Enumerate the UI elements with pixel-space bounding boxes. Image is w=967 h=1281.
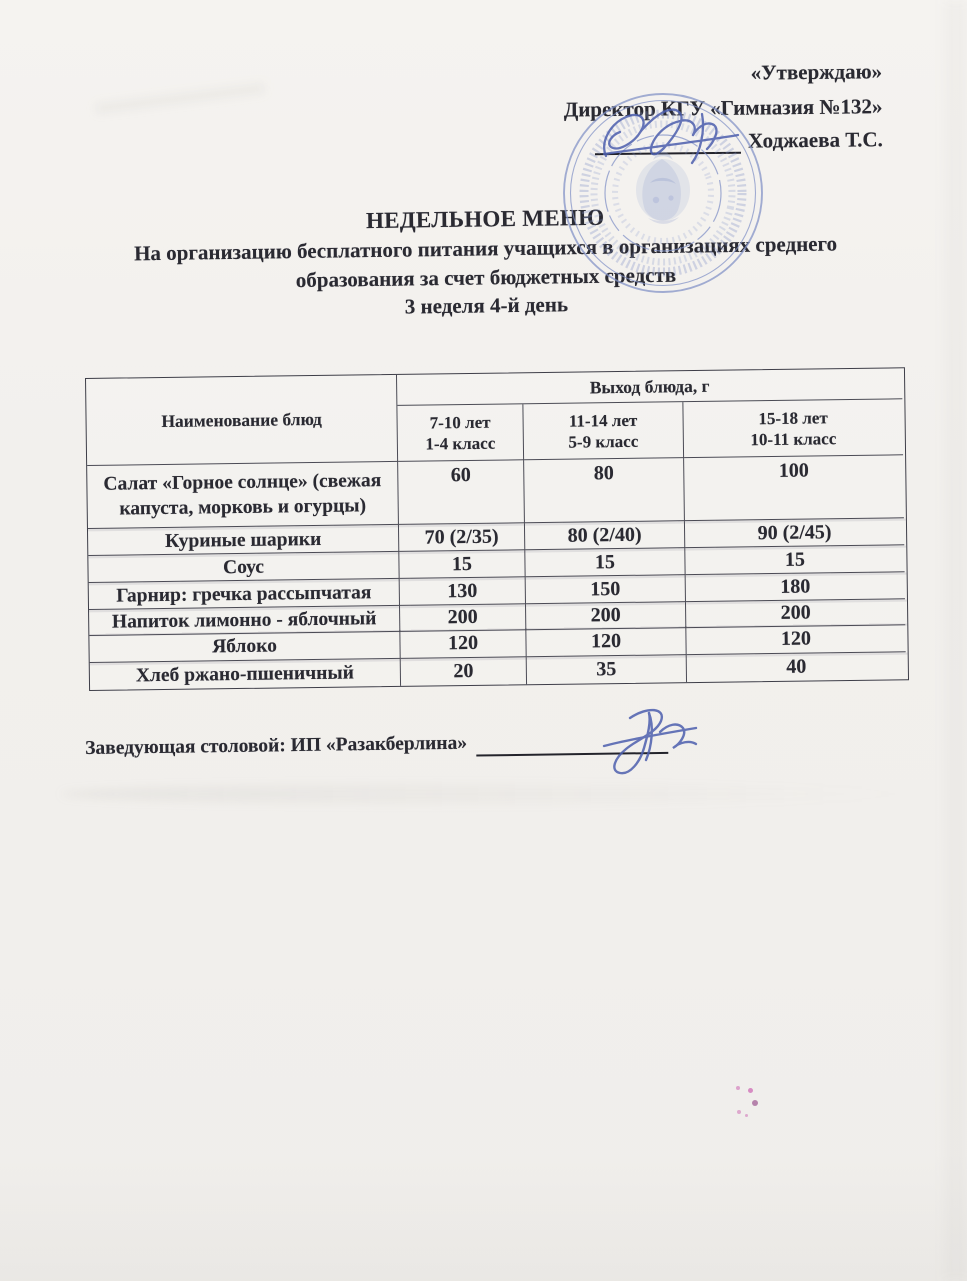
dish-name: Салат «Горное солнце» (свежая капуста, морковь и огурцы) bbox=[87, 462, 399, 529]
menu-table-header bbox=[86, 368, 905, 466]
director-name: Ходжаева Т.С. bbox=[747, 127, 883, 153]
age-range: 7-10 лет bbox=[429, 412, 491, 432]
table-row bbox=[87, 455, 906, 529]
dish-name: Соус bbox=[88, 552, 399, 583]
canteen-manager-label: Заведующая столовой: ИП «Разакберлина» bbox=[85, 732, 468, 759]
portion-value: 130 bbox=[400, 577, 526, 606]
document-title: НЕДЕЛЬНОЕ МЕНЮ bbox=[365, 204, 605, 234]
dish-name: Хлеб ржано-пшеничный bbox=[90, 659, 401, 690]
grade-range: 10-11 класс bbox=[750, 428, 837, 449]
portion-value: 150 bbox=[526, 575, 686, 604]
age-range: 11-14 лет bbox=[568, 410, 638, 431]
portion-value: 15 bbox=[399, 550, 525, 579]
week-day-line: 3 неделя 4-й день bbox=[404, 292, 569, 319]
approval-word: «Утверждаю» bbox=[750, 59, 883, 85]
portion-value: 100 bbox=[684, 455, 904, 521]
grade-range: 5-9 класс bbox=[568, 431, 639, 452]
portion-value: 120 bbox=[400, 628, 526, 659]
portion-value: 200 bbox=[526, 602, 686, 630]
pink-ink-speck bbox=[748, 1088, 753, 1093]
portion-value: 40 bbox=[786, 655, 807, 678]
pink-ink-speck bbox=[745, 1114, 748, 1117]
column-header-age-1 bbox=[397, 404, 524, 462]
paper-crease bbox=[95, 84, 265, 114]
director-signature-scribble bbox=[586, 96, 756, 176]
portion-value: 35 bbox=[527, 655, 687, 684]
portion-value: 200 bbox=[400, 604, 526, 632]
dish-name: Гарнир: гречка рассыпчатая bbox=[89, 579, 400, 610]
menu-table bbox=[85, 367, 909, 691]
grade-range: 1-4 класс bbox=[425, 433, 496, 454]
portion-value: 60 bbox=[398, 460, 525, 525]
director-line: Директор КГУ «Гимназия №132» bbox=[563, 94, 883, 122]
pink-ink-speck bbox=[752, 1100, 758, 1106]
pink-ink-speck bbox=[737, 1110, 741, 1114]
manager-signature-scribble bbox=[568, 698, 728, 783]
portion-value: 80 (2/40) bbox=[525, 521, 685, 550]
column-header-age-3 bbox=[683, 399, 903, 458]
dish-name: Напиток лимонно - яблочный bbox=[89, 606, 400, 636]
paper-shading bbox=[60, 784, 920, 804]
portion-value: 180 bbox=[686, 572, 905, 602]
portion-value: 20 bbox=[401, 657, 527, 686]
menu-table-body bbox=[87, 455, 908, 690]
dish-name: Куриные шарики bbox=[88, 525, 399, 556]
age-range: 15-18 лет bbox=[758, 407, 828, 428]
column-header-age-2 bbox=[523, 402, 684, 460]
portion-value: 70 (2/35) bbox=[399, 523, 525, 552]
dish-name: Яблоко bbox=[89, 630, 400, 663]
portion-value: 90 (2/45) bbox=[685, 518, 904, 548]
paper-shading bbox=[0, 1151, 967, 1281]
pink-ink-speck bbox=[736, 1086, 740, 1090]
portion-value: 80 bbox=[524, 458, 685, 523]
portion-value: 200 bbox=[686, 599, 905, 628]
subtitle-line-1: На организацию бесплатного питания учащихся в организациях среднего bbox=[133, 231, 838, 266]
portion-value: 15 bbox=[525, 548, 685, 577]
portion-value: 15 bbox=[685, 545, 904, 575]
subtitle-line-2: образования за счет бюджетных средств bbox=[295, 262, 677, 292]
paper-shading bbox=[945, 0, 967, 1281]
column-header-dish: Наименование блюд bbox=[86, 375, 398, 466]
portion-value: 120 bbox=[526, 626, 686, 657]
portion-value: 120 bbox=[686, 623, 905, 655]
column-header-output: Выход блюда, г bbox=[397, 368, 902, 406]
